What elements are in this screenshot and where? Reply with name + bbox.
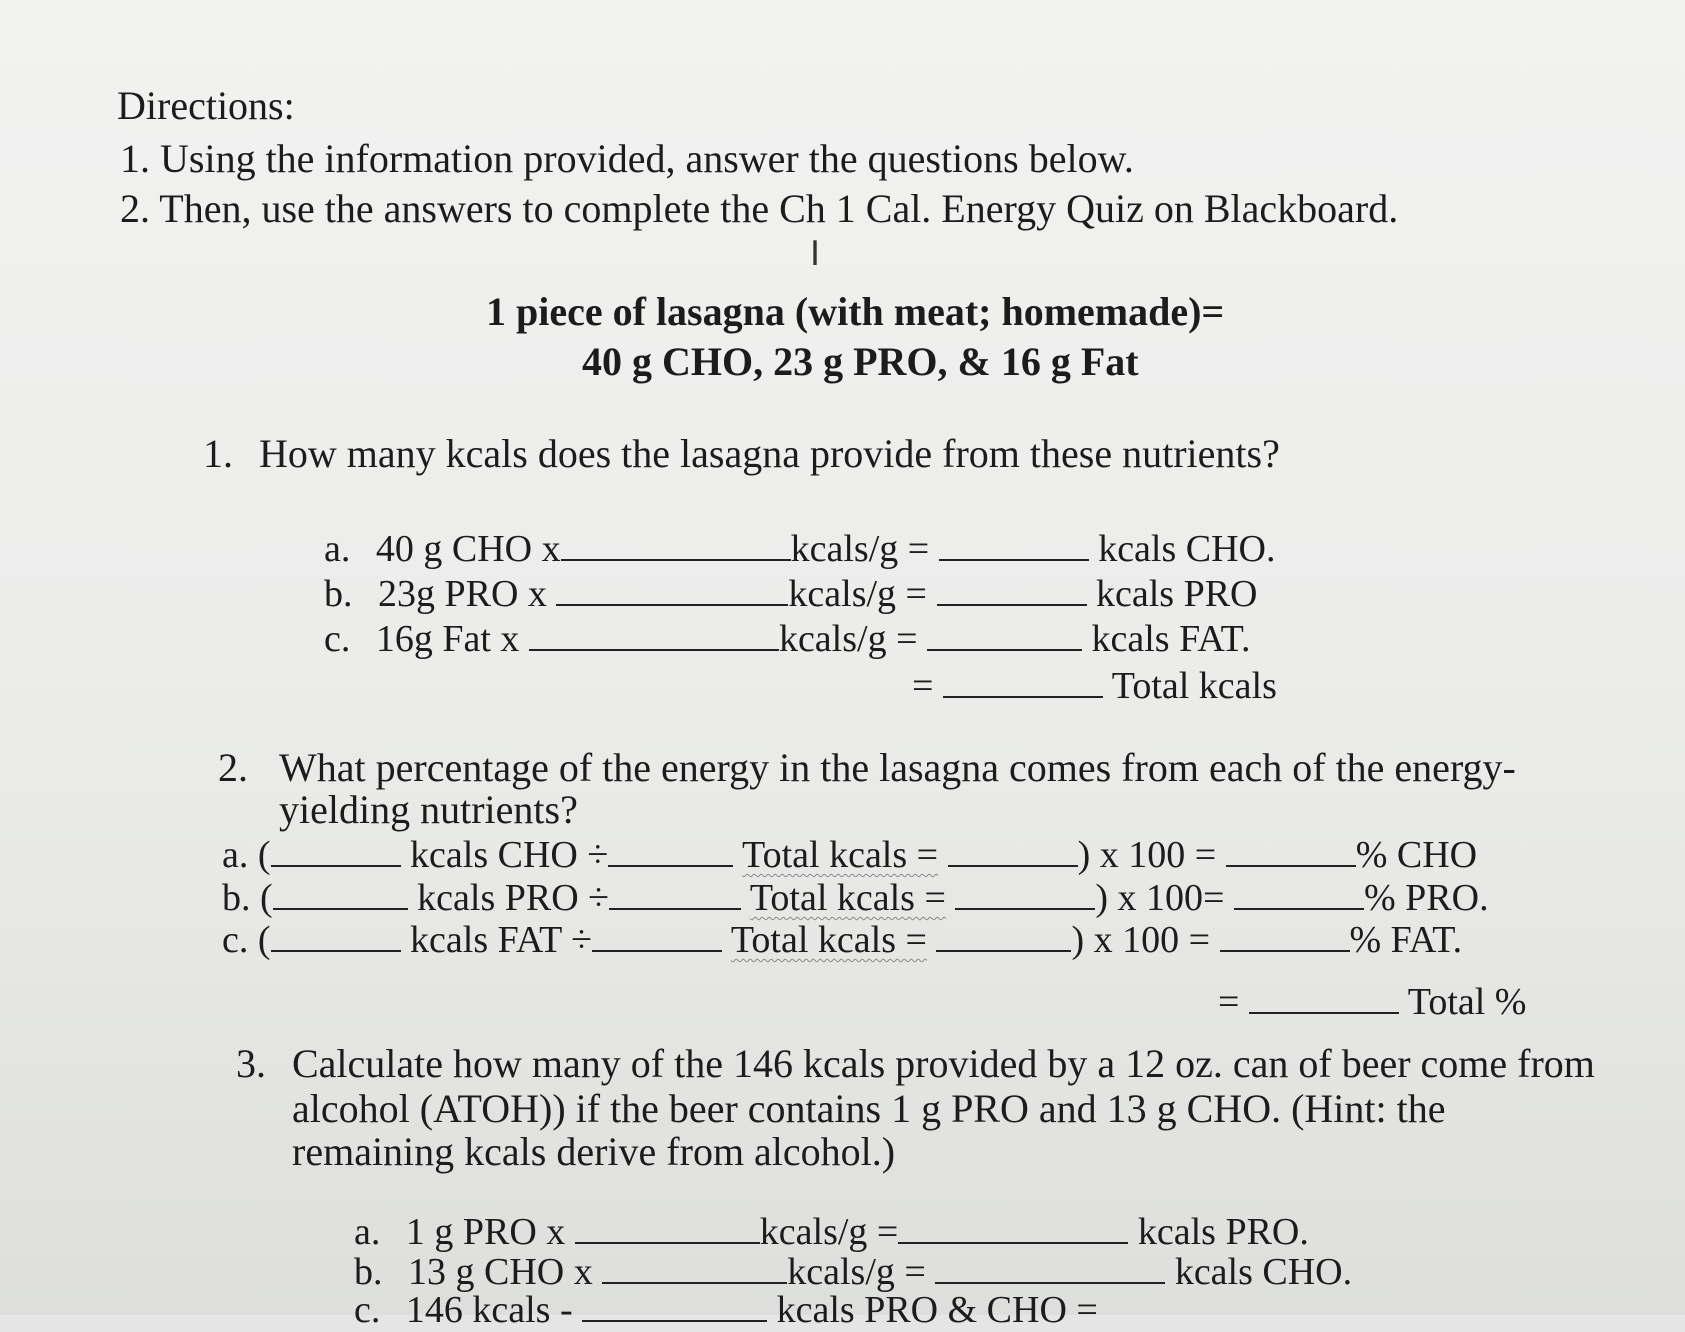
q1-row-a: [324, 527, 1276, 571]
q2-total-label: Total %: [1407, 981, 1527, 1023]
q2-row-kcal: kcals PRO ÷: [417, 877, 610, 919]
q2-row-kcal: kcals CHO ÷: [410, 834, 609, 876]
q2b-kcals-blank[interactable]: [273, 908, 408, 910]
q3-question-line-2: alcohol (ATOH)) if the beer contains 1 g PRO and 13 g CHO. (Hint: the: [292, 1086, 1446, 1131]
q2-row-total: Total kcals =: [749, 877, 946, 919]
q2-total-percent-blank[interactable]: [1249, 1012, 1399, 1014]
q3-row-letter: c.: [354, 1289, 381, 1331]
q2-question-line-1: What percentage of the energy in the lasagna comes from each of the energy-: [279, 745, 1516, 790]
text-cursor-icon: I: [810, 234, 821, 274]
q3-row-start: 13 g CHO x: [408, 1251, 593, 1293]
q2c-ratio-blank[interactable]: [936, 950, 1071, 952]
q3c-blank[interactable]: [582, 1320, 767, 1322]
q2-row-c: [222, 918, 1462, 962]
q1c-kcals-blank[interactable]: [927, 649, 1082, 651]
q2-row-letter: c. (: [222, 919, 271, 961]
q2-row-times: ) x 100=: [1095, 877, 1225, 919]
q1-row-letter: c.: [324, 618, 351, 660]
q2-row-kcal: kcals FAT ÷: [410, 919, 593, 961]
q2c-percent-blank[interactable]: [1220, 950, 1350, 952]
q1-total-label: Total kcals: [1111, 665, 1277, 707]
food-line-2: 40 g CHO, 23 g PRO, & 16 g Fat: [582, 339, 1139, 384]
q3-row-start: 1 g PRO x: [405, 1211, 566, 1253]
q1b-kcal-per-g-blank[interactable]: [556, 604, 788, 606]
q2-row-times: ) x 100 =: [1077, 834, 1217, 876]
q3b-kcals-blank[interactable]: [935, 1282, 1165, 1284]
q1-number: 1.: [203, 431, 233, 476]
directions-heading: Directions:: [117, 83, 295, 128]
q2-number: 2.: [218, 745, 248, 790]
directions-step-2: 2. Then, use the answers to complete the Ch 1 Cal. Energy Quiz on Blackboard.: [120, 186, 1399, 231]
q2-row-letter: a. (: [222, 834, 271, 876]
q3-row-mid: kcals PRO & CHO =: [776, 1289, 1098, 1331]
q2-row-letter: b. (: [222, 877, 273, 919]
q1-total-eq: =: [912, 665, 934, 707]
q1-row-end: kcals CHO.: [1098, 528, 1276, 570]
q1-question: How many kcals does the lasagna provide from these nutrients?: [259, 431, 1280, 476]
q2c-kcals-blank[interactable]: [271, 950, 401, 952]
q3-row-mid: kcals/g =: [787, 1251, 926, 1293]
q1-row-letter: a.: [324, 528, 351, 570]
q3-row-c: [354, 1288, 1098, 1332]
q2-row-total: Total kcals =: [742, 834, 939, 876]
q3-row-mid: kcals/g =: [759, 1211, 899, 1253]
q3-row-end: kcals PRO.: [1137, 1211, 1309, 1253]
q2-row-pct: % PRO.: [1364, 877, 1489, 919]
q1-total-kcals-blank[interactable]: [943, 696, 1103, 698]
q3a-kcals-blank[interactable]: [898, 1242, 1128, 1244]
q3-question-line-3: remaining kcals derive from alcohol.): [292, 1129, 896, 1174]
q2a-percent-blank[interactable]: [1226, 865, 1356, 867]
q1-row-end: kcals PRO: [1096, 573, 1258, 615]
q1-row-start: 23g PRO x: [378, 573, 547, 615]
q1-row-c: [324, 617, 1251, 661]
q1-row-mid: kcals/g =: [790, 528, 930, 570]
q1a-kcals-blank[interactable]: [939, 559, 1089, 561]
food-line-1: 1 piece of lasagna (with meat; homemade)=: [486, 289, 1225, 334]
q3a-kcal-per-g-blank[interactable]: [575, 1242, 760, 1244]
q3-row-start: 146 kcals -: [405, 1289, 573, 1331]
q1c-kcal-per-g-blank[interactable]: [529, 649, 779, 651]
q1-total-row: [912, 664, 1277, 708]
q1-row-mid: kcals/g =: [788, 573, 927, 615]
q2b-percent-blank[interactable]: [1234, 908, 1364, 910]
q2a-total-blank[interactable]: [608, 865, 733, 867]
q1-row-start: 40 g CHO x: [375, 528, 561, 570]
q2-row-pct: % CHO: [1355, 834, 1478, 876]
q2-row-total: Total kcals =: [730, 919, 927, 961]
q2a-ratio-blank[interactable]: [948, 865, 1078, 867]
q2b-total-blank[interactable]: [609, 908, 741, 910]
q2-question-line-2: yielding nutrients?: [279, 787, 578, 832]
q1a-kcal-per-g-blank[interactable]: [561, 559, 791, 561]
q2-total-row: [1218, 980, 1526, 1024]
q1-row-end: kcals FAT.: [1091, 618, 1251, 660]
q2-row-pct: % FAT.: [1349, 919, 1463, 961]
q2-row-a: [222, 833, 1477, 877]
q2c-total-blank[interactable]: [592, 950, 722, 952]
q3-row-end: kcals CHO.: [1174, 1251, 1353, 1293]
q3-row-letter: b.: [354, 1251, 383, 1293]
q3-row-a: [354, 1210, 1309, 1254]
q1b-kcals-blank[interactable]: [937, 604, 1087, 606]
q3-question-line-1: Calculate how many of the 146 kcals provided by a 12 oz. can of beer come from: [292, 1041, 1595, 1086]
q1-row-b: [324, 572, 1258, 616]
q1-row-letter: b.: [324, 573, 353, 615]
q3-number: 3.: [236, 1041, 266, 1086]
q3-row-letter: a.: [354, 1211, 381, 1253]
q2-row-b: [222, 876, 1489, 920]
q2-row-times: ) x 100 =: [1071, 919, 1211, 961]
directions-step-1: 1. Using the information provided, answer the questions below.: [120, 136, 1134, 181]
q2-total-eq: =: [1218, 981, 1240, 1023]
q1-row-mid: kcals/g =: [778, 618, 918, 660]
q1-row-start: 16g Fat x: [375, 618, 520, 660]
q3b-kcal-per-g-blank[interactable]: [602, 1282, 787, 1284]
q2b-ratio-blank[interactable]: [955, 908, 1095, 910]
q2a-kcals-blank[interactable]: [271, 865, 401, 867]
